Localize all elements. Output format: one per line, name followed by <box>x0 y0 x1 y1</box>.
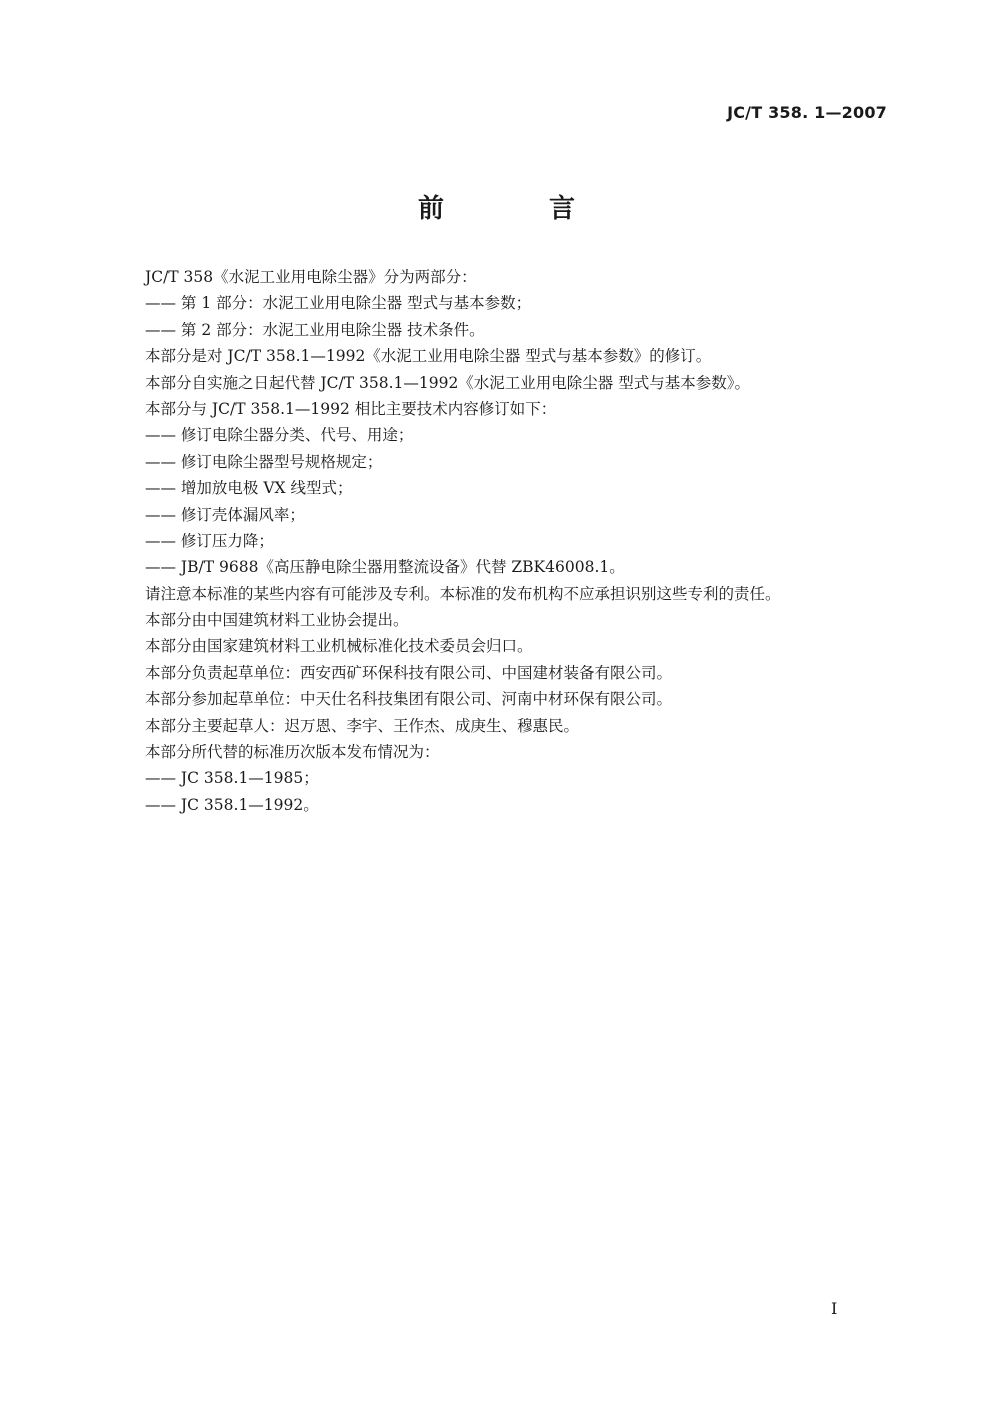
paragraph-history-intro: 本部分所代替的标准历次版本发布情况为： <box>145 743 440 762</box>
paragraph-main-drafters: 本部分主要起草人：迟万恩、李宇、王作杰、成庚生、穆惠民。 <box>145 716 580 735</box>
paragraph-intro: JC/T 358《水泥工业用电除尘器》分为两部分： <box>145 268 477 286</box>
list-item-history: —— JC 358.1—1985； <box>145 769 319 788</box>
list-item-history: —— JC 358.1—1992。 <box>145 795 319 814</box>
list-item-change: —— 修订电除尘器型号规格规定； <box>145 452 383 471</box>
paragraph-revision: 本部分是对 JC/T 358.1—1992《水泥工业用电除尘器 型式与基本参数》的修订。 <box>145 347 712 366</box>
paragraph-replacement: 本部分自实施之日起代替 JC/T 358.1—1992《水泥工业用电除尘器 型式与基本参数》。 <box>145 373 750 392</box>
page-title: 前 言 <box>417 194 624 224</box>
paragraph-changes-intro: 本部分与 JC/T 358.1—1992 相比主要技术内容修订如下： <box>145 399 557 418</box>
paragraph-lead-drafters: 本部分负责起草单位：西安西矿环保科技有限公司、中国建材装备有限公司。 <box>145 663 673 682</box>
foreword-body <box>145 264 905 818</box>
list-item-change: —— 修订电除尘器分类、代号、用途； <box>145 426 414 445</box>
paragraph-participating-drafters: 本部分参加起草单位：中天仕名科技集团有限公司、河南中材环保有限公司。 <box>145 690 673 709</box>
paragraph-committee: 本部分由国家建筑材料工业机械标准化技术委员会归口。 <box>145 637 533 656</box>
list-item-part-1: —— 第 1 部分：水泥工业用电除尘器 型式与基本参数； <box>145 294 532 313</box>
paragraph-patent-notice: 请注意本标准的某些内容有可能涉及专利。本标准的发布机构不应承担识别这些专利的责任。 <box>145 584 781 603</box>
list-item-change: —— 修订压力降； <box>145 531 274 550</box>
list-item-change: —— JB/T 9688《高压静电除尘器用整流设备》代替 ZBK46008.1。 <box>145 558 625 577</box>
page-number: I <box>831 1299 838 1318</box>
standard-code: JC/T 358. 1—2007 <box>727 103 887 122</box>
paragraph-proposer: 本部分由中国建筑材料工业协会提出。 <box>145 611 409 630</box>
list-item-change: —— 修订壳体漏风率； <box>145 505 305 524</box>
list-item-part-2: —— 第 2 部分：水泥工业用电除尘器 技术条件。 <box>145 320 485 339</box>
list-item-change: —— 增加放电极 VX 线型式； <box>145 479 353 498</box>
